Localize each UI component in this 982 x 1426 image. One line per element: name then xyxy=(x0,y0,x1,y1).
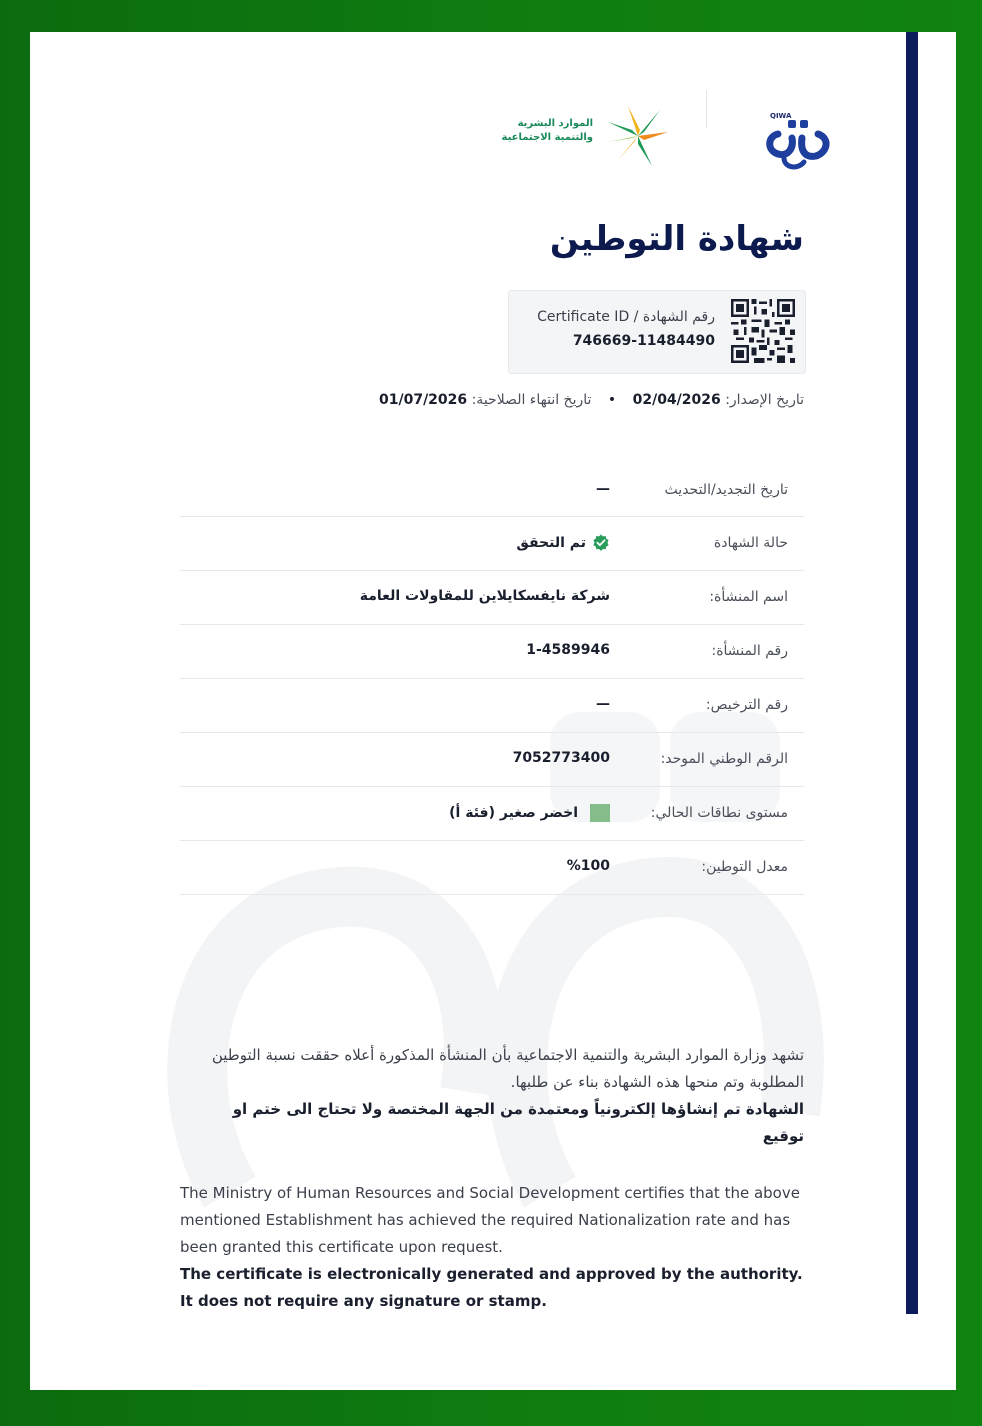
qr-code-icon[interactable] xyxy=(731,299,795,363)
logo-divider xyxy=(706,90,707,128)
detail-row-unified-national-number xyxy=(180,733,804,787)
svg-text:والتنمية الاجتماعية: والتنمية الاجتماعية xyxy=(501,132,593,143)
nitaqat-text: اخضر صغير (فئة أ) xyxy=(449,805,578,821)
statement-arabic xyxy=(194,1042,804,1150)
detail-value: 7052773400 xyxy=(512,750,610,766)
issue-date-value: 02/04/2026 xyxy=(632,392,721,408)
detail-label: معدل التوطين: xyxy=(701,859,788,875)
details-table xyxy=(180,464,804,895)
statement-ar-line2: الشهادة تم إنشاؤها إلكترونياً ومعتمدة من الجهة المختصة ولا تحتاج الى ختم او توقيع xyxy=(232,1100,804,1145)
expiry-date-label: تاريخ انتهاء الصلاحية: xyxy=(471,392,592,408)
issue-date-label: تاريخ الإصدار: xyxy=(725,392,804,408)
detail-label: مستوى نطاقات الحالي: xyxy=(650,805,788,821)
detail-value: — xyxy=(596,481,610,497)
nitaqat-color-swatch xyxy=(590,804,610,822)
navy-side-bar xyxy=(906,32,918,1314)
certificate-sheet xyxy=(30,32,956,1390)
header-logos xyxy=(488,102,848,172)
page-title: شهادة التوطين xyxy=(549,219,804,259)
statement-en-line2: The certificate is electronically generated and approved by the authority. It does not require any signature or stamp. xyxy=(180,1265,803,1310)
status-text: تم التحقق xyxy=(516,535,586,551)
detail-label: رقم المنشأة: xyxy=(711,643,788,659)
statement-ar-line1: تشهد وزارة الموارد البشرية والتنمية الاجتماعية بأن المنشأة المذكورة أعلاه حققت نسبة التوطين المطلوبة وتم منحها هذه الشهادة بناء عن طلبها. xyxy=(211,1046,804,1091)
detail-row-certificate-status xyxy=(180,517,804,571)
detail-label: اسم المنشأة: xyxy=(709,589,788,605)
detail-value: شركة نايفسكايلاين للمقاولات العامة xyxy=(359,588,610,604)
status-verified xyxy=(516,534,610,552)
svg-text:الموارد البشرية: الموارد البشرية xyxy=(517,118,593,129)
detail-value: %100 xyxy=(566,858,610,874)
detail-row-nitaqat-level xyxy=(180,787,804,841)
detail-row-license-number xyxy=(180,679,804,733)
detail-row-establishment-number xyxy=(180,625,804,679)
svg-text:QIWA: QIWA xyxy=(770,112,792,120)
detail-label: تاريخ التجديد/التحديث xyxy=(664,482,788,498)
nitaqat-level xyxy=(449,804,610,822)
detail-label: الرقم الوطني الموحد: xyxy=(660,751,788,767)
certificate-id-label: Certificate ID / رقم الشهادة xyxy=(537,309,715,325)
qiwa-logo xyxy=(770,112,826,167)
expiry-date-value: 01/07/2026 xyxy=(378,392,468,408)
certificate-id-value: 746669-11484490 xyxy=(572,333,715,349)
ministry-logo xyxy=(502,106,669,166)
detail-row-renewal-date xyxy=(180,464,804,517)
date-separator: • xyxy=(607,392,617,408)
statement-en-line1: The Ministry of Human Resources and Social Development certifies that the above mentioned Establishment has achieved the required Nationalization rate and has been granted this certificate upon request. xyxy=(180,1184,800,1256)
validity-dates xyxy=(379,392,804,408)
detail-row-establishment-name xyxy=(180,571,804,625)
detail-value: — xyxy=(596,696,610,712)
detail-label: رقم الترخيص: xyxy=(705,697,788,713)
certificate-id-box xyxy=(508,290,806,374)
detail-row-saudization-rate xyxy=(180,841,804,895)
detail-value: 1-4589946 xyxy=(526,642,610,658)
detail-label: حالة الشهادة xyxy=(713,535,788,551)
verified-check-icon xyxy=(592,534,610,552)
statement-english xyxy=(180,1180,816,1315)
